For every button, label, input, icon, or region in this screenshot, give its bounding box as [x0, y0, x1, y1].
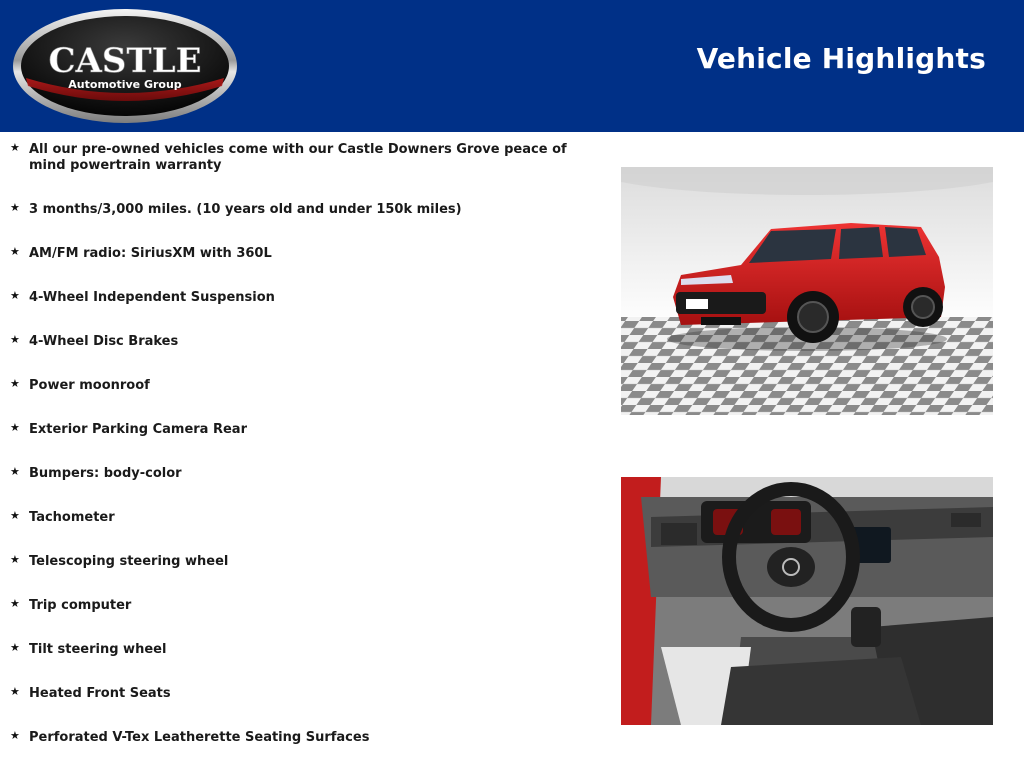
star-icon: ★ — [10, 509, 20, 522]
star-icon: ★ — [10, 141, 20, 154]
list-item — [10, 507, 570, 551]
star-icon: ★ — [10, 421, 20, 434]
red-suv-photo-icon — [621, 167, 993, 415]
logo-sub-text: Automotive Group — [68, 78, 182, 91]
list-item — [10, 727, 570, 771]
list-item — [10, 551, 570, 595]
star-icon: ★ — [10, 729, 20, 742]
highlight-text: 4-Wheel Disc Brakes — [29, 334, 179, 349]
highlight-text: Tachometer — [29, 510, 115, 525]
star-icon: ★ — [10, 333, 20, 346]
highlight-text: 3 months/3,000 miles. (10 years old and under 150k miles) — [29, 202, 462, 217]
page-title: Vehicle Highlights — [696, 42, 986, 75]
highlight-text: 4-Wheel Independent Suspension — [29, 290, 275, 305]
star-icon: ★ — [10, 685, 20, 698]
list-item — [10, 683, 570, 727]
castle-logo[interactable] — [12, 8, 238, 124]
highlight-text: Power moonroof — [29, 378, 150, 393]
star-icon: ★ — [10, 289, 20, 302]
star-icon: ★ — [10, 641, 20, 654]
highlight-text: Heated Front Seats — [29, 686, 171, 701]
car-interior-photo-icon — [621, 477, 993, 725]
interior-photo[interactable] — [621, 477, 993, 725]
highlight-text: Perforated V-Tex Leatherette Seating Surfaces — [29, 730, 370, 745]
header-banner — [0, 0, 1024, 132]
star-icon: ★ — [10, 465, 20, 478]
list-item — [10, 243, 570, 287]
star-icon: ★ — [10, 597, 20, 610]
list-item — [10, 463, 570, 507]
list-item — [10, 199, 570, 243]
highlight-text: All our pre-owned vehicles come with our Castle Downers Grove peace of mind powertrain warranty — [29, 142, 567, 173]
exterior-photo[interactable] — [621, 167, 993, 415]
highlight-text: Tilt steering wheel — [29, 642, 167, 657]
highlights-list — [10, 139, 570, 771]
list-item — [10, 639, 570, 683]
star-icon: ★ — [10, 377, 20, 390]
list-item — [10, 419, 570, 463]
highlight-text: Trip computer — [29, 598, 132, 613]
star-icon: ★ — [10, 553, 20, 566]
list-item — [10, 139, 570, 199]
list-item — [10, 331, 570, 375]
list-item — [10, 595, 570, 639]
star-icon: ★ — [10, 201, 20, 214]
highlight-text: Telescoping steering wheel — [29, 554, 229, 569]
list-item — [10, 287, 570, 331]
castle-logo-badge — [12, 8, 238, 124]
highlight-text: Exterior Parking Camera Rear — [29, 422, 247, 437]
highlight-text: AM/FM radio: SiriusXM with 360L — [29, 246, 272, 261]
logo-main-text: CASTLE — [48, 41, 202, 81]
highlight-text: Bumpers: body-color — [29, 466, 182, 481]
list-item — [10, 375, 570, 419]
star-icon: ★ — [10, 245, 20, 258]
